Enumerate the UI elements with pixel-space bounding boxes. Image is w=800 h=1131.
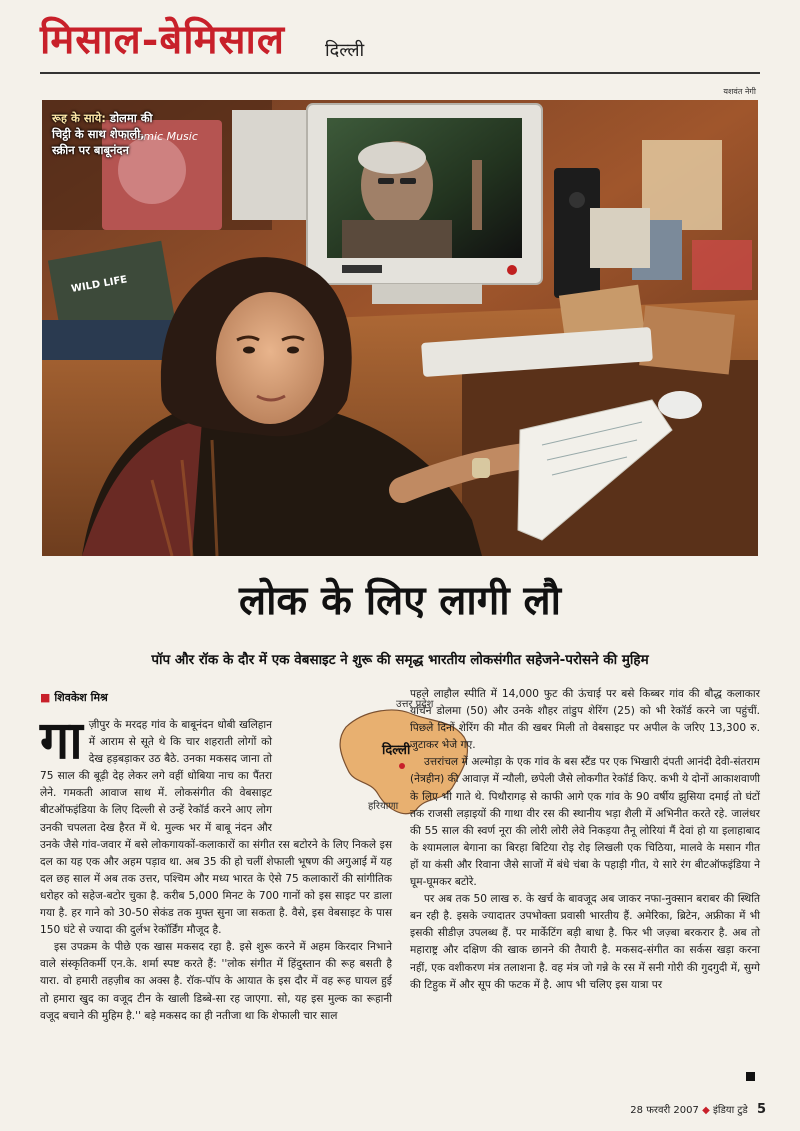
- article-paragraph-5: पर अब तक 50 लाख रु. के खर्च के बावजूद अब जाकर नफा-नुक्सान बराबर की स्थिति बन रही है. इसके ज्यादातर उपभोक्ता प्रवासी भारतीय हैं. अमेरिका, ब्रिटेन, अफ्रीका में भी इसकी सीडीज़ उपलब्ध हैं. पर मार्केटिंग बड़ी बाधा है. फिर भी जज़्बा बरकरार है. अब तो महाराष्ट्र और दक्षिण की खाक छानने की तैयारी है. मकसद-संगीत का सर्कस खड़ा करना नहीं, एक वशीकरण मंत्र तलाशना है. वह मंत्र जो गन्ने के रस में सनी गोरी की गुदगुदी में, सुग्गे की टिहुक में और सूप की फटक में है. आप भी चलिए इस यात्रा पर: [410, 893, 760, 991]
- map-label-north: उत्तर प्रदेश: [396, 699, 434, 710]
- byline-marker: ■: [40, 691, 51, 704]
- section-city: दिल्ली: [325, 40, 365, 61]
- byline-author: शिवकेश मिश्र: [54, 691, 108, 704]
- subheadline: पॉप और रॉक के दौर में एक वेबसाइट ने शुरू की समृद्ध भारतीय लोकसंगीत सहेजने-परोसने की मुहिम: [151, 652, 649, 668]
- delhi-dot: [399, 763, 405, 769]
- caption-lead: रूह के साये:: [52, 111, 106, 125]
- footer-date: 28 फरवरी 2007: [630, 1105, 699, 1116]
- article-end-mark: [746, 1072, 755, 1081]
- byline: [40, 690, 108, 705]
- article-column-1: [40, 710, 392, 1025]
- photo-caption: [52, 110, 162, 158]
- article-paragraph-1: [40, 710, 392, 939]
- feature-photo: [42, 100, 758, 556]
- footer-bullet: ◆: [702, 1105, 710, 1116]
- article-paragraph-4: उत्तरांचल में अल्मोड़ा के एक गांव के बस स्टैंड पर एक भिखारी दंपती आनंदी देवी-संतराम (नेत्रहीन) की आवाज़ में न्यौली, छपेली जैसे लोकगीत रेकॉर्ड किए. कभी ये दोनों आकाशवाणी के लिए भी गाते थे. पिथौरागढ़ से काफी आगे एक गांव के 90 वर्षीय झुसिया दमाई तो घंटों तक राजसी लड़ाइयों की गाथा वीर रस की स्थानीय भड़ा शैली में अभिनीत करते रहे. जालंधर की 55 साल की स्वर्ण नूरा की लोरी लोरी लेवे निकड़या तैनू लोरियां मैं देवां हो या इलाहाबाद के श्यामलाल बेगाना का बिरहा बिटिया रोइ रोइ लिखली एक चिठिया, मालवे के मसान गीत हों या कंसी और रिवाना जैसे साजों में बंधे चंबा के पहाड़ी गीत, ये सारे रंग बीटऑफइंडिया ने घूम-घूमकर बटोरे.: [410, 756, 760, 889]
- drop-cap: गा: [40, 710, 83, 771]
- article-column-2: [410, 686, 760, 994]
- header-rule: [40, 72, 760, 74]
- headline: लोक के लिए लागी लौ: [238, 578, 562, 624]
- photo-illustration: [42, 100, 758, 556]
- article-paragraph-2: इस उपक्रम के पीछे एक खास मकसद रहा है. इसे शुरू करने में अहम किरदार निभाने वाले संस्कृतिकर्मी एन.के. शर्मा स्पष्ट करते हैं: ''लोक संगीत में हिंदुस्तान की रूह बसती है यारा. वो हमारी तहज़ीब का अक्स है. रॉक-पॉप के आयात के इस दौर में वह रूह घायल हुई तो हमारा खुद का वजूद टीन के खाली डिब्बे-सा रह जाएगा. सो, यह इस मुल्क का रूहानी वजूद बचाने की मुहिम है.'' बड़े मकसद का ही नतीजा था कि शेफाली चार साल: [40, 941, 392, 1022]
- map-wrap-space: [272, 717, 392, 823]
- map-label-south: हरियाणा: [368, 801, 399, 812]
- article-paragraph-1-text: ज़ीपुर के मरदह गांव के बाबूनंदन धोबी खलिहान में आराम से सूते थे कि चार शहराती लोगों को देख हड़बड़ाकर उठ बैठे. उनका मकसद जाना तो 75 साल की बूढ़ी देह लेकर लगे वहीं धोबिया नाच का पैंतरा लेने. गमकती आवाज साथ में. लोकसंगीत की वेबसाइट बीटऑफइंडिया के लिए दिल्ली से उन्हें रेकॉर्ड करने आए लोग उनकी चपलता देख हैरत में थे. मुल्क भर में बाबू नंदन और उनके जैसे गांव-जवार में बसे लोकगायकों-कलाकारों का संगीत रस बटोरने के लिए निकले इस दल का यह एक और अहम पड़ाव था. अब 35 की हो चलीं शेफाली भूषण की अगुआई में यह दल छह साल में अब तक उत्तर, पश्चिम और मध्य भारत के ऐसे 75 कलाकारों की सांगीतिक धरोहर को सहेज-बटोर चुका है. करीब 5,000 मिनट के 700 गानों को इस साइट पर डाला गया है. हर गाने को 30-50 सेकंड तक मुफ्त सुना जा सकता है. वैसे, इस वेबसाइट के पास 150 घंटे से ज्यादा की दुर्लभ रेकॉर्डिंग मौजूद है.: [40, 719, 392, 937]
- map-label-city: दिल्ली: [382, 743, 411, 758]
- poster-text: Kosmic Music: [124, 130, 198, 143]
- page-number: 5: [756, 1102, 766, 1117]
- book-title: WILD LIFE: [70, 274, 129, 295]
- footer-magazine: इंडिया टुडे: [712, 1105, 748, 1116]
- caption-body: डोलमा की चिट्ठी के साथ शेफाली, स्क्रीन पर बाबूनंदन: [52, 111, 153, 157]
- article-paragraph-3: पहले लाहौल स्पीति में 14,000 फुट की ऊंचाई पर बसे किब्बर गांव की बौद्ध कलाकार यांचेन डोलमा (50) और उनके शौहर तांडुप शेरिंग (25) को भी रेकॉर्ड करने जा पहुंचीं. पिछले दिनों शेरिंग की मौत की खबर मिली तो वेबसाइट पर अपील के जरिए 13,300 रु. जुटाकर भेजे गए.: [410, 688, 760, 752]
- section-title: मिसाल-बेमिसाल: [40, 16, 286, 63]
- page-footer: [630, 1102, 766, 1117]
- photo-credit: यशवंत नेगी: [723, 87, 756, 96]
